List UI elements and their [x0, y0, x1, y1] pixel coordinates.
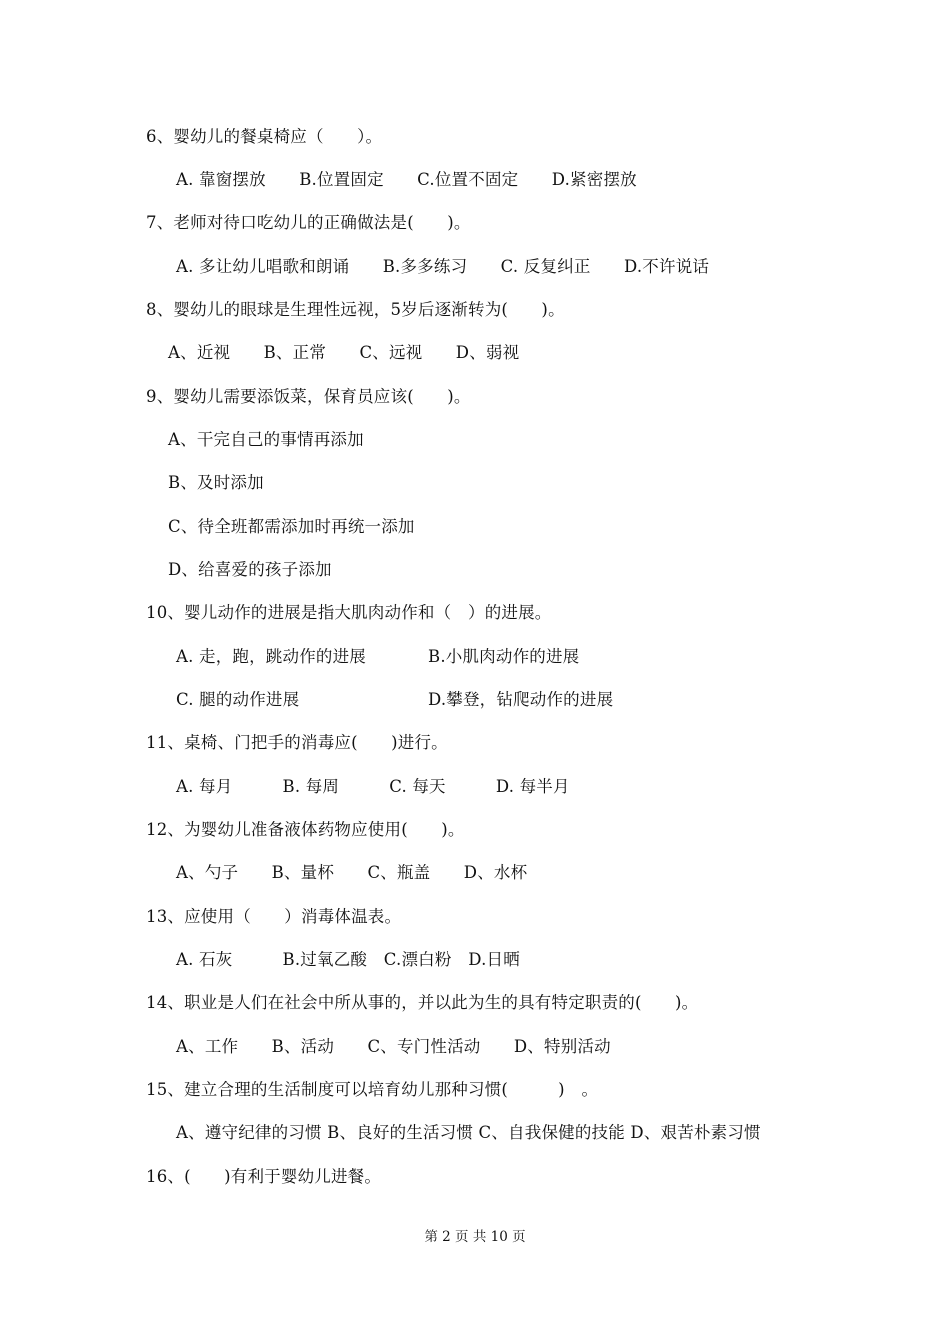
question-8-stem: 8、婴幼儿的眼球是生理性远视，5岁后逐渐转为( )。 [146, 300, 565, 319]
question-10-option-d: D.攀登，钻爬动作的进展 [428, 690, 614, 709]
question-14-stem: 14、职业是人们在社会中所从事的，并以此为生的具有特定职责的( )。 [146, 993, 699, 1012]
question-9-option-b: B、及时添加 [168, 473, 264, 492]
question-10-option-a: A. 走，跑，跳动作的进展 [176, 647, 367, 666]
question-14-options: A、工作 B、活动 C、专门性活动 D、特别活动 [176, 1037, 611, 1056]
question-9-option-a: A、干完自己的事情再添加 [168, 430, 364, 449]
question-8-options: A、近视 B、正常 C、远视 D、弱视 [168, 343, 520, 362]
question-10-option-b: B.小肌肉动作的进展 [428, 647, 580, 666]
question-12-stem: 12、为婴幼儿准备液体药物应使用( )。 [146, 820, 465, 839]
question-9-stem: 9、婴幼儿需要添饭菜，保育员应该( )。 [146, 387, 471, 406]
question-6-options: A. 靠窗摆放 B.位置固定 C.位置不固定 D.紧密摆放 [176, 170, 637, 189]
question-15-stem: 15、建立合理的生活制度可以培育幼儿那种习惯( ) 。 [146, 1080, 599, 1099]
question-13-stem: 13、应使用（ ）消毒体温表。 [146, 907, 402, 926]
question-7-stem: 7、老师对待口吃幼儿的正确做法是( )。 [146, 213, 471, 232]
question-13-options: A. 石灰 B.过氧乙酸 C.漂白粉 D.日晒 [176, 950, 520, 969]
question-10-option-c: C. 腿的动作进展 [176, 690, 300, 709]
page-number-footer: 第 2 页 共 10 页 [424, 1229, 526, 1245]
question-11-stem: 11、桌椅、门把手的消毒应( )进行。 [146, 733, 448, 752]
question-10-stem: 10、婴儿动作的进展是指大肌肉动作和（ ）的进展。 [146, 603, 552, 622]
question-11-options: A. 每月 B. 每周 C. 每天 D. 每半月 [176, 777, 570, 796]
question-9-option-d: D、给喜爱的孩子添加 [168, 560, 332, 579]
question-12-options: A、勺子 B、量杯 C、瓶盖 D、水杯 [176, 863, 528, 882]
question-16-stem: 16、( )有利于婴幼儿进餐。 [146, 1167, 382, 1186]
question-9-option-c: C、待全班都需添加时再统一添加 [168, 517, 415, 536]
question-6-stem: 6、婴幼儿的餐桌椅应（ ）。 [146, 127, 383, 146]
question-15-options: A、遵守纪律的习惯 B、良好的生活习惯 C、自我保健的技能 D、艰苦朴素习惯 [176, 1123, 761, 1142]
question-7-options: A. 多让幼儿唱歌和朗诵 B.多多练习 C. 反复纠正 D.不许说话 [176, 257, 710, 276]
